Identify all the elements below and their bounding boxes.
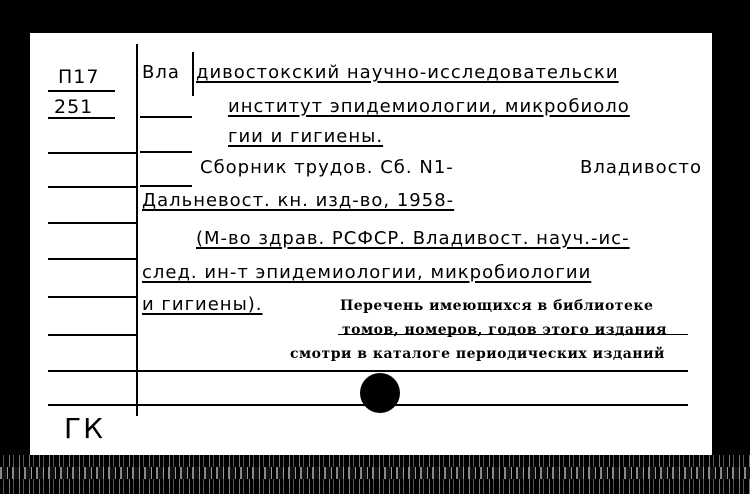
- rule-line: [140, 151, 192, 153]
- rule-line: [140, 185, 192, 187]
- rule-line: [48, 296, 138, 298]
- rule-line: [48, 370, 688, 372]
- card-edge: [712, 0, 722, 494]
- entry-line-2: институт эпидемиологии, микробиоло: [228, 96, 630, 117]
- rule-line: [48, 90, 115, 92]
- scan-strip: [0, 455, 750, 494]
- author-prefix: Вла: [142, 62, 180, 83]
- shelfmark-line2: 251: [54, 96, 94, 118]
- stamp-line-1: Перечень имеющихся в библиотеке: [340, 298, 654, 314]
- entry-line-1: дивостокский научно-исследовательски: [196, 62, 619, 83]
- punch-hole: [360, 373, 400, 413]
- entry-line-9: и гигиены).: [142, 294, 263, 315]
- entry-line-3: гии и гигиены.: [228, 126, 384, 147]
- entry-line-4: Сборник трудов. Сб. N1-: [200, 157, 454, 178]
- rule-line: [140, 116, 192, 118]
- entry-line-8: след. ин-т эпидемиологии, микробиологии: [142, 262, 592, 283]
- stamp-line-3: смотри в каталоге периодических изданий: [290, 346, 665, 362]
- margin-line: [136, 44, 138, 416]
- rule-line: [48, 222, 138, 224]
- rule-line: [48, 258, 138, 260]
- stamp-line-2: томов, номеров, годов этого издания: [342, 322, 667, 338]
- entry-line-7: (М-во здрав. РСФСР. Владивост. науч.-ис-: [196, 228, 630, 249]
- margin-line: [192, 52, 194, 96]
- rule-line: [48, 186, 138, 188]
- rule-line: [48, 334, 138, 336]
- shelfmark-line1: П17: [58, 66, 100, 88]
- entry-line-5: Владивосто: [580, 157, 703, 178]
- rule-line: [48, 152, 138, 154]
- footer-mark: ГК: [64, 412, 105, 445]
- entry-line-6: Дальневост. кн. изд-во, 1958-: [142, 190, 455, 211]
